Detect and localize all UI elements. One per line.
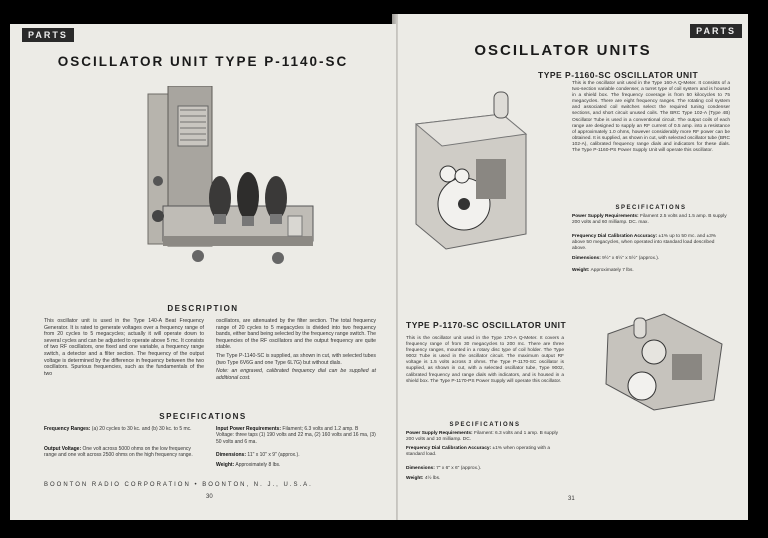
p1160-spec-dimensions — [572, 256, 730, 262]
spec-value: 4½ lbs. — [424, 476, 441, 481]
spec-value: Approximately 8 lbs. — [235, 462, 281, 468]
spec-label: Output Voltage: — [44, 446, 82, 452]
spec-value: One volt across 5000 ohms on the low frequency range and one volt across 2500 ohms on the high frequency range. — [44, 446, 193, 459]
p1160-photo — [406, 84, 534, 252]
spec-input-power — [216, 426, 376, 445]
spec-output-voltage — [44, 446, 204, 459]
p1170-specifications-heading: SPECIFICATIONS — [449, 422, 521, 428]
oscillator-photo — [138, 86, 318, 276]
page-number: 30 — [206, 494, 213, 500]
p1160-specifications-heading: SPECIFICATIONS — [615, 205, 687, 211]
spec-label: Frequency Ranges: — [44, 426, 91, 432]
spec-label: Input Power Requirements: — [216, 426, 282, 432]
p1170-spec-accuracy — [406, 446, 564, 458]
description-paragraph: The Type P-1140-SC is supplied, as shown in cut, with selected tubes (two Type 6V6G and one Type 6L7G) but without dials. — [216, 352, 376, 366]
description-column-1: This oscillator unit is used in the Type 140-A Beat Frequency Generator. It is rated to generate voltages over a frequency range of from 20 cycles to 5 megacycles; actually it will operate down to several cycles and can be adjusted to operate above 5 mc. It consists of two RF oscillators, one fixed and one variable, a frequency range switch, a detector and a filter section. The frequency of the output voltage is determined by the difference in frequency between the two oscillators. Spurious frequencies, such as the fundamentals of the two — [44, 318, 204, 377]
p1170-spec-dimensions — [406, 466, 564, 472]
spec-value: ±1% up to 50 mc. and ±3% above 50 megacycles, when operated into standard load described above. — [572, 234, 717, 252]
spec-label: Frequency Dial Calibration Accuracy: — [406, 446, 492, 451]
p1170-spec-power — [406, 431, 564, 443]
spec-value: 9½" x 6½" x 5½" (approx.). — [602, 256, 660, 261]
description-note: Note: an engraved, calibrated frequency dial can be supplied at additional cost. — [216, 368, 376, 381]
p1160-spec-power — [572, 214, 730, 226]
description-column-2 — [216, 318, 376, 381]
spec-label: Frequency Dial Calibration Accuracy: — [572, 234, 658, 239]
parts-tag: PARTS — [22, 28, 74, 42]
spec-value: Filament; 6.3 volts and 1.2 amp. B Voltage: three taps (1) 190 volts and 22 ma, (2) 160 volts and 16 ma, (3) 50 volts and 6 ma. — [216, 426, 376, 445]
spec-dimensions — [216, 452, 376, 458]
p1160-spec-accuracy — [572, 234, 730, 252]
spec-label: Power Supply Requirements: — [572, 214, 639, 219]
p1170-description: This is the oscillator unit used in the Type 170-A Q-Meter. It covers a frequency range of from 30 megacycles to 200 mc. There are three frequency ranges, mounted in a rotary disc type of coil holder. The Type 9002 Tube is used in the oscillator circuit. The maximum output RF voltage is 1.5 volts across 3 ohms. The Type P-1170-SC oscillator is supplied, as shown in cut, with a selected oscillator tube, Type 9002, calibrated frequency and range dials with indicators, and is housed in a shield box. The Type P-1170-PS Power Supply will operate this oscillator. — [406, 336, 564, 384]
spec-label: Weight: — [216, 462, 235, 468]
spec-value: Approximately 7 lbs. — [590, 268, 634, 273]
spec-value: (a) 20 cycles to 30 kc. and (b) 30 kc. to 5 mc. — [91, 426, 192, 432]
right-page — [398, 14, 748, 520]
spec-label: Dimensions: — [572, 256, 601, 261]
parts-tag: PARTS — [690, 24, 742, 38]
spec-label: Dimensions: — [406, 466, 435, 471]
page-title: OSCILLATOR UNITS — [474, 42, 652, 59]
p1160-heading: TYPE P-1160-SC OSCILLATOR UNIT — [538, 70, 699, 80]
specifications-heading: SPECIFICATIONS — [159, 412, 247, 421]
spec-frequency-ranges — [44, 426, 204, 432]
spec-label: Weight: — [572, 268, 590, 273]
left-page — [10, 24, 396, 520]
company-footer: BOONTON RADIO CORPORATION • BOONTON, N. J., U.S.A. — [44, 482, 313, 488]
p1160-description: This is the oscillator unit used in the Type 160-A Q-Meter. It consists of a two-section variable condenser, a turret type of coil system and is housed in a shield box. The frequency coverage is from 50 kilocycles to 75 megacycles. There are eight frequency ranges. The rotating coil system and associated coil switches select the required tuning condenser sections, and short circuit unused coils. The BRC Type 102-A (Type 4B) Oscillator Tube is used in a conventional circuit. The output coils of each range are designed to supply an RF current of 0.5 amp. into a resistance of approximately 1.0 ohms, however considerably more RF power can be obtained. It is supplied, as shown in cut, with selected oscillator tube (BRC 102-A), calibrated frequency range dials and indicators for these dials. The Type P-1160-PS Power Supply Unit will operate this oscillator. — [572, 81, 730, 154]
description-heading: DESCRIPTION — [167, 304, 239, 313]
spec-value: Filament: 6.3 volts and 1 amp. B supply 200 volts and 10 milliamp. DC. — [406, 431, 558, 443]
spec-value: 7" x 6" x 6" (approx.). — [436, 466, 482, 471]
p1170-heading: TYPE P-1170-SC OSCILLATOR UNIT — [406, 320, 567, 330]
spec-value: 11" x 10" x 9" (approx.). — [247, 452, 300, 458]
spec-label: Dimensions: — [216, 452, 247, 458]
p1170-photo — [594, 304, 734, 414]
description-paragraph: oscillators, are attenuated by the filter section. The total frequency range of 20 cycles to 5 megacycles is divided into two frequency bands, either band being selected by the frequency range switch. The frequencies of the RF oscillators and the output frequency are quite stable. — [216, 318, 376, 351]
p1160-spec-weight — [572, 268, 730, 274]
page-title: OSCILLATOR UNIT TYPE P-1140-SC — [57, 54, 349, 69]
spec-label: Weight: — [406, 476, 424, 481]
spec-label: Power Supply Requirements: — [406, 431, 473, 436]
spec-weight — [216, 462, 376, 468]
page-number: 31 — [568, 496, 575, 502]
p1170-spec-weight — [406, 476, 564, 482]
spec-value: ±1% when operating with a standard load. — [406, 446, 551, 458]
spec-value: Filament 2.5 volts and 1.5 amp. B supply 200 volts and 60 milliamp. DC. max. — [572, 214, 727, 226]
